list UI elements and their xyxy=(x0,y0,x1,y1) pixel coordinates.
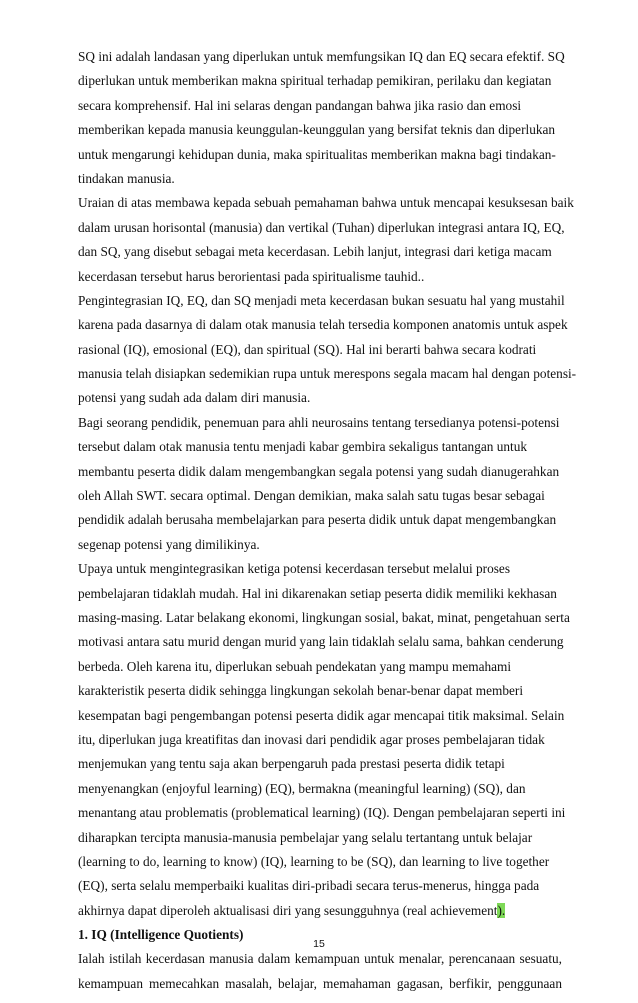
text-line: rasional (IQ), emosional (EQ), dan spiritual (SQ). Hal ini berarti bahwa secara kodrati xyxy=(78,341,537,357)
text-line: kemampuan memecahkan masalah, belajar, memahaman gagasan, berfikir, penggunaan xyxy=(78,975,562,991)
text-line: Uraian di atas membawa kepada sebuah pemahaman bahwa untuk mencapai kesuksesan baik xyxy=(78,195,574,211)
text-line: dan SQ, yang disebut sebagai meta kecerdasan. Lebih lanjut, integrasi dari ketiga macam xyxy=(78,244,552,260)
text-line: Ialah istilah kecerdasan manusia dalam kemampuan untuk menalar, perencanaan sesuatu, xyxy=(78,951,562,967)
text-line: Upaya untuk mengintegrasikan ketiga potensi kecerdasan tersebut melalui proses xyxy=(78,561,511,577)
text-line: tindakan manusia. xyxy=(78,170,175,186)
text-line: kecerdasan tersebut harus berorientasi pada spiritualisme tauhid.. xyxy=(78,268,425,284)
text-line: untuk mengarungi kehidupan dunia, maka spiritualitas memberikan makna bagi tindakan- xyxy=(78,146,556,162)
text-line: motivasi antara satu murid dengan murid yang lain tidaklah selalu sama, bahkan cenderung xyxy=(78,634,564,650)
text-line: tersebut dalam otak manusia tentu menjadi kabar gembira sekaligus tantangan untuk xyxy=(78,439,528,455)
text-line: segenap potensi yang dimilikinya. xyxy=(78,536,260,552)
text-line: Pengintegrasian IQ, EQ, dan SQ menjadi meta kecerdasan bukan sesuatu hal yang mustahil xyxy=(78,292,565,308)
last-line-text: akhirnya dapat diperoleh aktualisasi diri yang sesungguhnya (real achievement xyxy=(78,902,498,918)
text-line: membantu peserta didik dalam mengembangkan segala potensi yang sudah dianugerahkan xyxy=(78,463,560,479)
text-line xyxy=(78,899,562,923)
text-line: secara komprehensif. Hal ini selaras dengan pandangan bahwa jika rasio dan emosi xyxy=(78,97,522,113)
text-line: SQ ini adalah landasan yang diperlukan untuk memfungsikan IQ dan EQ secara efektif. SQ xyxy=(78,49,565,64)
body-text xyxy=(78,45,577,996)
text-line: diharapkan tercipta manusia-manusia pembelajar yang selalu tertantang untuk belajar xyxy=(78,829,533,845)
text-line: menyenangkan (enjoyful learning) (EQ), bermakna (meaningful learning) (SQ), dan xyxy=(78,780,526,796)
text-line: oleh Allah SWT. secara optimal. Dengan demikian, maka salah satu tugas besar sebagai xyxy=(78,488,545,504)
text-line: itu, diperlukan juga kreatifitas dan inovasi dari pendidik agar proses pembelajaran tidak xyxy=(78,731,545,747)
text-line: masing-masing. Latar belakang ekonomi, lingkungan sosial, bakat, minat, pengetahuan serta xyxy=(78,609,570,625)
text-line: dalam urusan horisontal (manusia) dan vertikal (Tuhan) diperlukan integrasi antara IQ, EQ, xyxy=(78,219,565,235)
text-line: (learning to do, learning to know) (IQ), learning to be (SQ), dan learning to live together xyxy=(78,853,550,869)
text-line: karakteristik peserta didik sehingga lingkungan sekolah benar-benar dapat memberi xyxy=(78,683,524,699)
text-line: potensi yang sudah ada dalam diri manusia. xyxy=(78,390,311,406)
text-line: menantang atau problematis (problematical learning) (IQ). Dengan pembelajaran seperti ini xyxy=(78,805,566,821)
highlighted-text: ). xyxy=(497,902,506,918)
text-line: manusia telah disiapkan sedemikian rupa untuk merespons segala macam hal dengan potensi- xyxy=(78,366,577,382)
text-line: berbeda. Oleh karena itu, diperlukan sebuah pendekatan yang mampu memahami xyxy=(78,658,512,674)
text-line: menjemukan yang tentu saja akan berpengaruh pada prestasi peserta didik tetapi xyxy=(78,756,505,772)
page-number: 15 xyxy=(313,938,325,950)
text-line: kesempatan bagi pengembangan potensi peserta didik agar mencapai titik maksimal. Selain xyxy=(78,707,565,723)
text-line: diperlukan untuk memberikan makna spiritual terhadap pemikiran, perilaku dan kegiatan xyxy=(78,73,552,89)
section-heading: 1. IQ (Intelligence Quotients) xyxy=(78,927,244,943)
text-line: pembelajaran tidaklah mudah. Hal ini dikarenakan setiap peserta didik memiliki kekhasan xyxy=(78,585,557,601)
text-line: (EQ), serta selalu memperbaiki kualitas diri-pribadi secara terus-menerus, hingga pada xyxy=(78,878,540,894)
text-line: Bagi seorang pendidik, penemuan para ahli neurosains tentang tersedianya potensi-potensi xyxy=(78,414,560,430)
text-line: pendidik adalah berusaha membelajarkan para peserta didik untuk dapat mengembangkan xyxy=(78,512,557,528)
text-line: karena pada dasarnya di dalam otak manusia telah tersedia komponen anatomis untuk aspek xyxy=(78,317,568,333)
text-line: memberikan kepada manusia keunggulan-keunggulan yang bersifat teknis dan diperlukan xyxy=(78,122,556,138)
